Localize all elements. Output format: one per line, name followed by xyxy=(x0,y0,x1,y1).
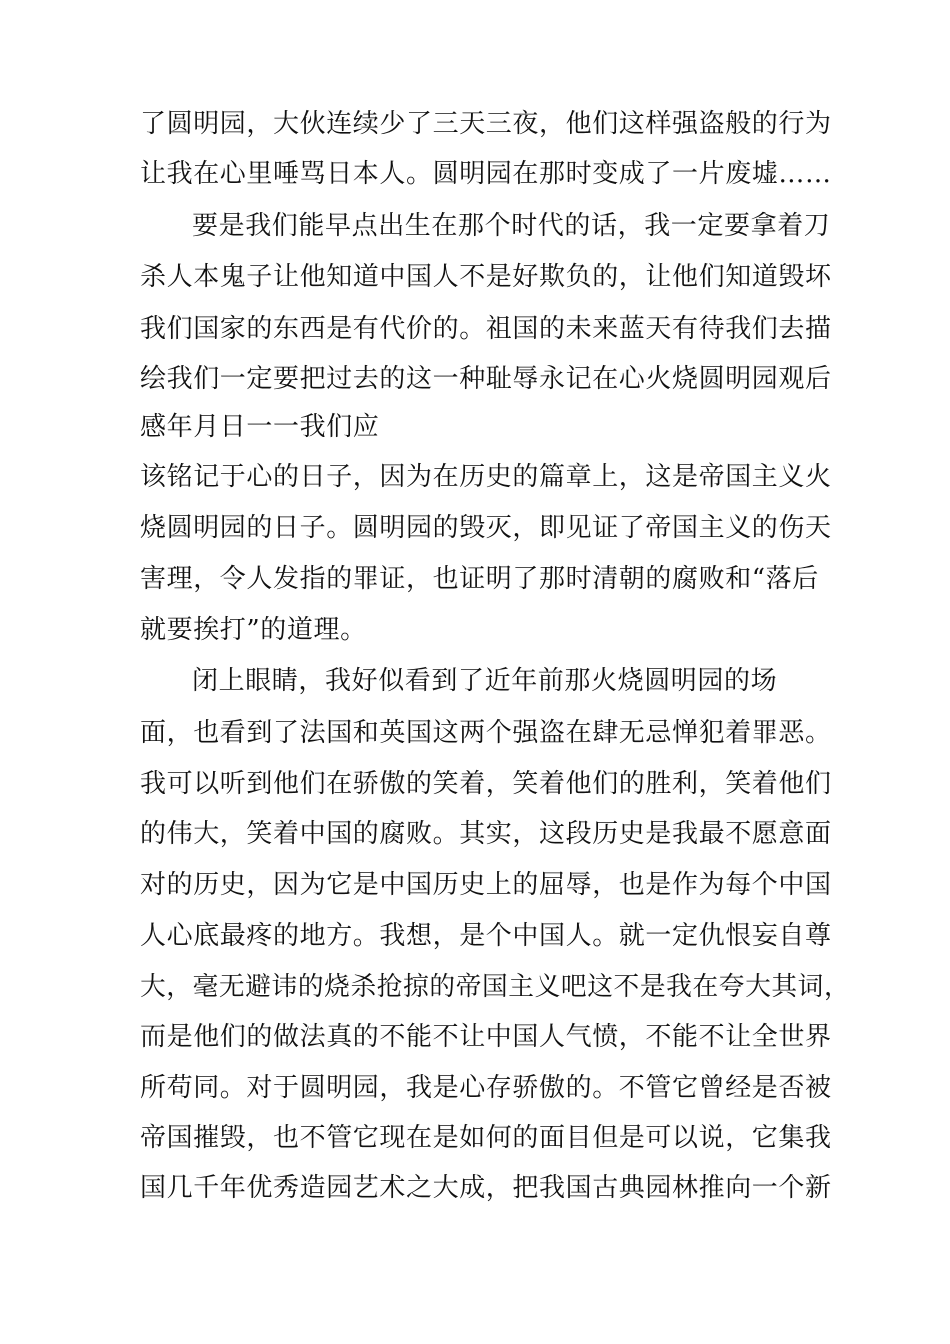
text-line: 感年月日一一我们应 xyxy=(140,412,380,442)
text-line: 烧圆明园的日子。圆明园的毁灭，即见证了帝国主义的伤天 xyxy=(140,513,832,543)
text-line: 而是他们的做法真的不能不让中国人气愤，不能不让全世界 xyxy=(140,1022,832,1052)
text-line: 大，毫无避讳的烧杀抢掠的帝国主义吧这不是我在夸大其词， xyxy=(140,972,851,1002)
text-line: 的伟大，笑着中国的腐败。其实，这段历史是我最不愿意面 xyxy=(140,819,832,849)
text-line: 我可以听到他们在骄傲的笑着，笑着他们的胜利，笑着他们 xyxy=(140,769,832,799)
text-line: 绘我们一定要把过去的这一种耻辱永记在心火烧圆明园观后 xyxy=(140,364,832,394)
text-line: 面，也看到了法国和英国这两个强盗在肆无忌惮犯着罪恶。 xyxy=(140,718,832,748)
text-line: 就要挨打”的道理。 xyxy=(140,615,367,645)
text-line: 我们国家的东西是有代价的。祖国的未来蓝天有待我们去描 xyxy=(140,314,832,344)
text-line: 让我在心里唾骂日本人。圆明园在那时变成了一片废墟…… xyxy=(140,159,832,189)
text-line: 该铭记于心的日子，因为在历史的篇章上，这是帝国主义火 xyxy=(140,462,832,492)
text-line: 了圆明园，大伙连续少了三天三夜，他们这样强盗般的行为 xyxy=(140,109,832,139)
text-line: 所苟同。对于圆明园，我是心存骄傲的。不管它曾经是否被 xyxy=(140,1073,832,1103)
text-line: 人心底最疼的地方。我想，是个中国人。就一定仇恨妄自尊 xyxy=(140,921,832,951)
paragraph-first-line: 闭上眼睛，我好似看到了近年前那火烧圆明园的场 xyxy=(192,666,778,696)
text-line: 帝国摧毁，也不管它现在是如何的面目但是可以说，它集我 xyxy=(140,1123,832,1153)
paragraph-first-line: 要是我们能早点出生在那个时代的话，我一定要拿着刀 xyxy=(192,211,831,241)
text-line: 对的历史，因为它是中国历史上的屈辱，也是作为每个中国 xyxy=(140,870,832,900)
text-line: 杀人本鬼子让他知道中国人不是好欺负的，让他们知道毁坏 xyxy=(140,262,832,292)
text-line: 国几千年优秀造园艺术之大成，把我国古典园林推向一个新 xyxy=(140,1173,832,1203)
text-line: 害理，令人发指的罪证，也证明了那时清朝的腐败和“落后 xyxy=(140,564,819,594)
